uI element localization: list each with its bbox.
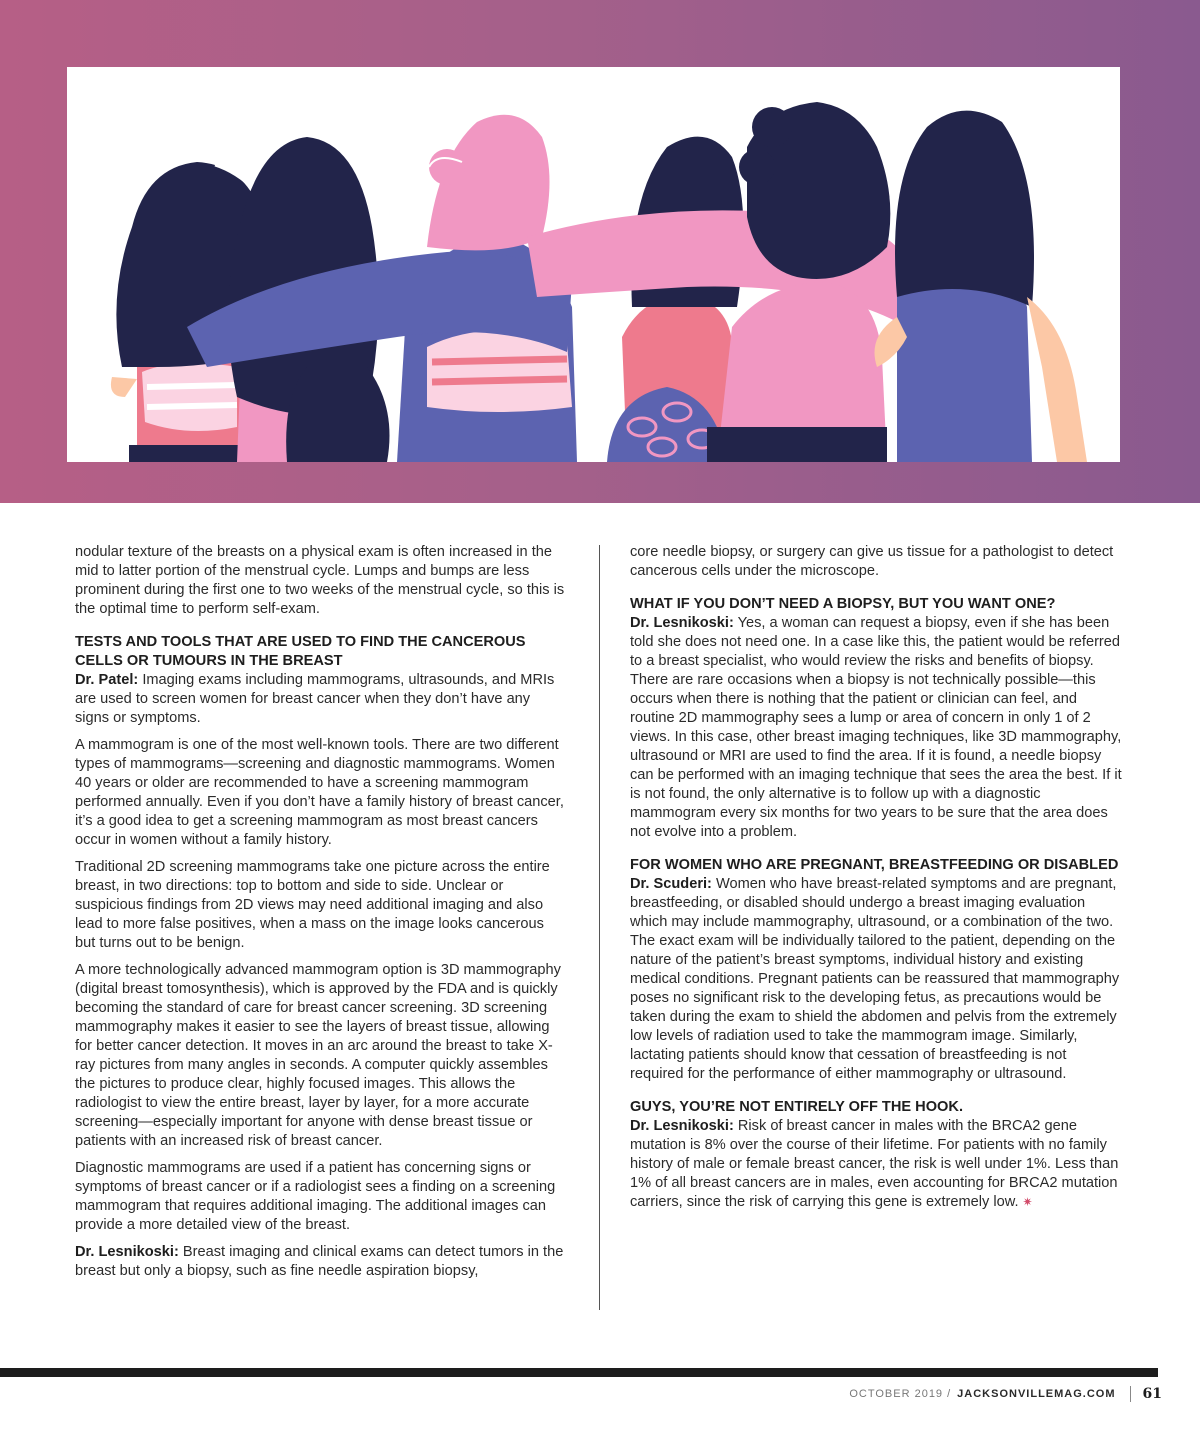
paragraph-text: Yes, a woman can request a biopsy, even if she has been told she does not need one. In a case like this, the patient would be referred to a breast specialist, who would review the risks and benefits of biopsy. There are rare occasions when a biopsy is not technically possible—this occurs when there is nothing that the patient or clinician can feel, and routine 2D mammography sees a lump or area of concern in only 1 of 2 views. In this case, other breast imaging techniques, like 3D mammography, ultrasound or MRI are used to find the area. If it is found, a needle biopsy can be performed with an imaging technique that sees the area the best. If it is not found, the only alternative is to follow up with a diagnostic mammogram every six months for two years to be sure that the area does not evolve into a problem.	[630, 615, 1122, 840]
section-guys	[630, 1098, 1122, 1212]
speaker-name: Dr. Lesnikoski:	[630, 615, 734, 631]
speaker-name: Dr. Scuderi:	[630, 876, 712, 892]
paragraph	[630, 614, 1122, 842]
paragraph	[630, 1117, 1122, 1212]
paragraph-text: Imaging exams including mammograms, ultrasounds, and MRIs are used to screen women for breast cancer when they don’t have any signs or symptoms.	[75, 672, 555, 726]
left-column	[75, 543, 567, 1289]
issue-date: OCTOBER 2019 /	[849, 1388, 952, 1400]
section-biopsy	[630, 595, 1122, 842]
page-number: 61	[1142, 1386, 1162, 1402]
illustration-svg	[67, 67, 1120, 462]
paragraph	[75, 1243, 567, 1281]
section-pregnant	[630, 856, 1122, 1084]
intro-paragraph: nodular texture of the breasts on a physical exam is often increased in the mid to latter portion of the menstrual cycle. Lumps and bumps are less prominent during the first one to two weeks of the menstrual cycle, so this is the optimal time to perform self-exam.	[75, 544, 565, 617]
continued-paragraph: core needle biopsy, or surgery can give us tissue for a pathologist to detect cancerous cells under the microscope.	[630, 544, 1114, 579]
paragraph: A more technologically advanced mammogram option is 3D mammography (digital breast tomosynthesis), which is approved by the FDA and is quickly becoming the standard of care for breast cancer screening. 3D screening mammography makes it easier to see the layers of breast tissue, allowing for better cancer detection. It moves in an arc around the breast to take X-ray pictures from many angles in seconds. A computer quickly assembles the pictures to produce clear, highly focused images. This allows the radiologist to view the entire breast, layer by layer, for a more accurate screening—especially important for anyone with dense breast tissue or patients with an increased risk of breast cancer.	[75, 962, 561, 1149]
women-embracing-illustration	[67, 67, 1120, 462]
section-heading: FOR WOMEN WHO ARE PREGNANT, BREASTFEEDING OR DISABLED	[630, 857, 1119, 873]
paragraph-text: Breast imaging and clinical exams can detect tumors in the breast but only a biopsy, such as fine needle aspiration biopsy,	[75, 1244, 564, 1279]
section-heading: TESTS AND TOOLS THAT ARE USED TO FIND THE CANCEROUS CELLS OR TUMOURS IN THE BREAST	[75, 634, 526, 669]
paragraph-text: Risk of breast cancer in males with the BRCA2 gene mutation is 8% over the course of their lifetime. For patients with no family history of male or female breast cancer, the risk is well under 1%. Less than 1% of all breast cancers are in males, even accounting for BRCA2 mutation carriers, since the risk of carrying this gene is extremely low.	[630, 1118, 1119, 1210]
speaker-name: Dr. Lesnikoski:	[75, 1244, 179, 1260]
column-divider	[599, 545, 600, 1310]
section-heading: GUYS, YOU’RE NOT ENTIRELY OFF THE HOOK.	[630, 1099, 963, 1115]
footer-rule	[0, 1368, 1158, 1377]
footer-separator	[1130, 1386, 1131, 1402]
paragraph	[75, 671, 567, 728]
end-mark-icon: ✷	[1022, 1195, 1033, 1209]
speaker-name: Dr. Lesnikoski:	[630, 1118, 734, 1134]
footer	[849, 1384, 1162, 1404]
paragraph	[630, 875, 1122, 1084]
paragraph: Traditional 2D screening mammograms take one picture across the entire breast, in two directions: top to bottom and side to side. Unclear or suspicious findings from 2D views may need additional imaging and also lead to more false positives, when a mass on the image looks cancerous but turns out to be benign.	[75, 859, 550, 951]
paragraph-text: Women who have breast-related symptoms and are pregnant, breastfeeding, or disabled should undergo a breast imaging evaluation which may include mammography, ultrasound, or a combination of the two. The exact exam will be individually tailored to the patient, depending on the nature of the patient’s breast symptoms, individual history and existing medical conditions. Pregnant patients can be reassured that mammography poses no significant risk to the developing fetus, as precautions would be taken during the exam to shield the abdomen and pelvis from the extremely low levels of radiation used to take the mammogram image. Similarly, lactating patients should know that cessation of breastfeeding is not required for the performance of either mammography or ultrasound.	[630, 876, 1120, 1082]
paragraph: A mammogram is one of the most well-known tools. There are two different types of mammograms—screening and diagnostic mammograms. Women 40 years or older are recommended to have a screening mammogram performed annually. Even if you don’t have a family history of breast cancer, it’s a good idea to get a screening mammogram as most breast cancers occur in women without a family history.	[75, 737, 564, 848]
paragraph: Diagnostic mammograms are used if a patient has concerning signs or symptoms of breast cancer or if a radiologist sees a finding on a screening mammogram that requires additional imaging. The additional images can provide a more detailed view of the breast.	[75, 1160, 556, 1233]
right-column	[630, 543, 1122, 1220]
site-link[interactable]: JACKSONVILLEMAG.COM	[957, 1388, 1116, 1400]
section-tests-tools	[75, 633, 567, 1281]
speaker-name: Dr. Patel:	[75, 672, 139, 688]
header-banner	[0, 0, 1200, 503]
section-heading: WHAT IF YOU DON’T NEED A BIOPSY, BUT YOU WANT ONE?	[630, 596, 1056, 612]
